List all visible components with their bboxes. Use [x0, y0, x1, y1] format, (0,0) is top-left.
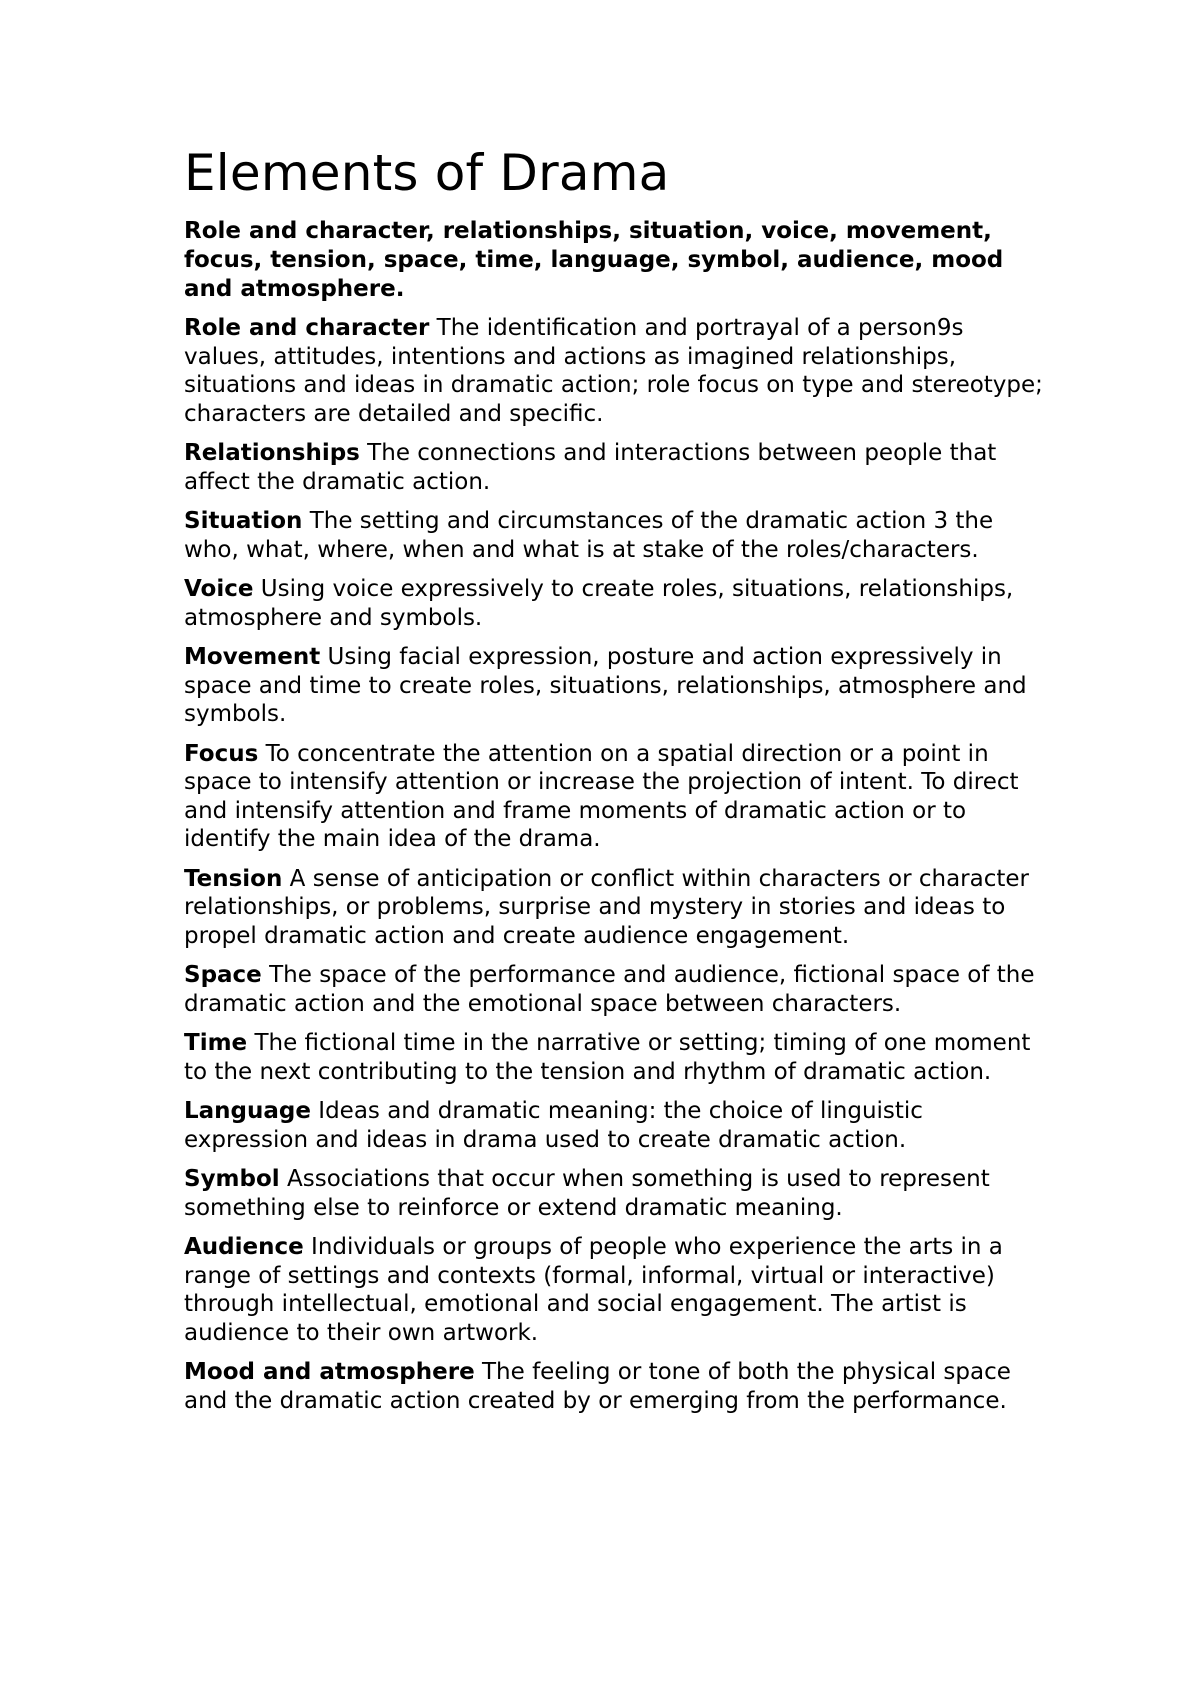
entry-definition: The space of the performance and audience, fictional space of the dramatic action and the emotional space between characters.: [184, 962, 1035, 1017]
entry-tension: [184, 865, 1044, 951]
entry-term: Time: [184, 1030, 248, 1056]
entry-definition: The fictional time in the narrative or setting; timing of one moment to the next contributing to the tension and rhythm of dramatic action.: [184, 1030, 1031, 1085]
entry-definition: The feeling or tone of both the physical space and the dramatic action created by or emerging from the performance.: [184, 1359, 1011, 1414]
entry-term: Focus: [184, 740, 259, 767]
entry-situation: [184, 507, 1044, 564]
entry-definition: A sense of anticipation or conflict within characters or character relationships, or problems, surprise and mystery in stories and ideas to propel dramatic action and create audience engagement.: [184, 865, 1029, 949]
entry-definition: Associations that occur when something is used to represent something else to reinforce or extend dramatic meaning.: [184, 1166, 990, 1221]
entry-term: Audience: [184, 1234, 304, 1260]
document-title: Elements of Drama: [184, 144, 670, 202]
entry-definition: Using facial expression, posture and action expressively in space and time to create roles, situations, relationships, atmosphere and symbols.: [184, 644, 1027, 727]
entry-audience: [184, 1233, 1044, 1347]
entry-mood-and-atmosphere: [184, 1358, 1044, 1415]
entry-definition: Using voice expressively to create roles, situations, relationships, atmosphere and symbols.: [184, 576, 1014, 631]
entry-space: [184, 961, 1044, 1018]
entry-definition: The identification and portrayal of a person9s values, attitudes, intentions and actions as imagined relationships, situations and ideas in dramatic action; role focus on type and stereotype; characters are detailed and specific.: [184, 315, 1043, 427]
entry-relationships: [184, 439, 1044, 496]
entry-role-and-character: [184, 314, 1044, 428]
entry-term: Situation: [184, 508, 303, 534]
entry-definition: Ideas and dramatic meaning: the choice of linguistic expression and ideas in drama used to create dramatic action.: [184, 1098, 923, 1153]
entry-movement: [184, 643, 1044, 729]
entry-term: Language: [184, 1098, 311, 1124]
entry-definition: To concentrate the attention on a spatial direction or a point in space to intensify attention or increase the projection of intent. To direct and intensify attention and frame moments of dramatic action or to identify the main idea of the drama.: [184, 740, 1019, 852]
document-page: [184, 143, 1044, 1426]
entry-term: Movement: [184, 644, 321, 670]
entry-term: Tension: [184, 865, 283, 892]
elements-summary: Role and character, relationships, situation, voice, movement, focus, tension, space, time, language, symbol, audience, mood and atmosphere.: [184, 218, 1004, 302]
entry-focus: [184, 740, 1044, 854]
entry-term: Mood and atmosphere: [184, 1359, 475, 1385]
entry-term: Role and character: [184, 315, 430, 341]
entry-definition: The setting and circumstances of the dramatic action 3 the who, what, where, when and what is at stake of the roles/characters.: [184, 508, 994, 563]
entry-definition: The connections and interactions between people that affect the dramatic action.: [184, 440, 997, 495]
entry-term: Voice: [184, 576, 254, 602]
entry-voice: [184, 575, 1044, 632]
entry-symbol: [184, 1165, 1044, 1222]
entry-definition: Individuals or groups of people who experience the arts in a range of settings and contexts (formal, informal, virtual or interactive) through intellectual, emotional and social engagement. The artist is audience to their own artwork.: [184, 1234, 1003, 1346]
entry-language: [184, 1097, 1044, 1154]
entry-time: [184, 1029, 1044, 1086]
entry-term: Relationships: [184, 440, 360, 466]
entry-term: Symbol: [184, 1166, 280, 1192]
entry-term: Space: [184, 962, 262, 988]
